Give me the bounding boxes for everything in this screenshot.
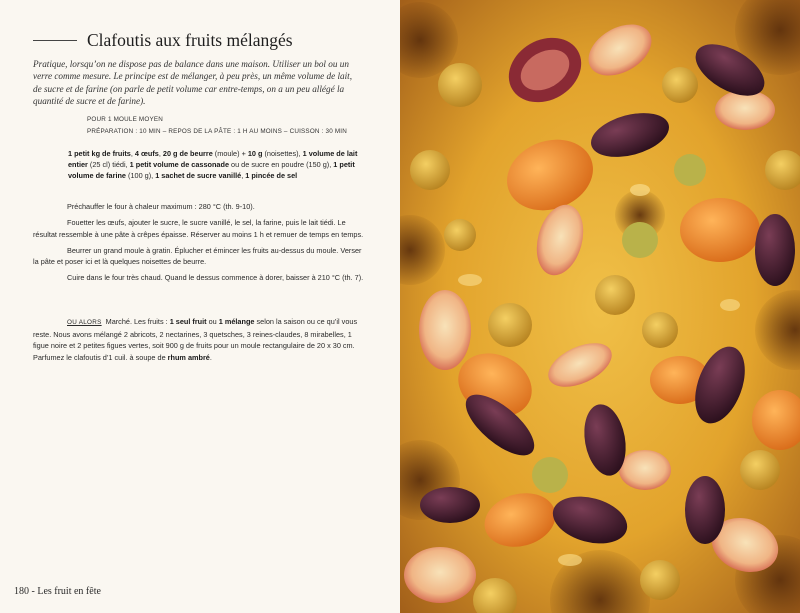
clafoutis-photo	[400, 0, 800, 613]
ingredient-sep: (25 cl) tiédi,	[87, 160, 130, 169]
ingredient-sep: ,	[130, 149, 135, 158]
page-folio: 180 - Les fruit en fête	[14, 586, 101, 597]
mirabelle	[740, 450, 780, 490]
plum-half	[420, 487, 480, 523]
ingredient: 4 œufs	[134, 149, 159, 158]
title-row	[33, 30, 293, 51]
ingredient-sep: (moule) +	[212, 149, 248, 158]
recipe-step: Préchauffer le four à chaleur maximum : 280 °C (th. 9-10).	[67, 202, 255, 211]
ingredient: 1 pincée de sel	[245, 171, 298, 180]
ingredient-sep: (noisettes),	[262, 149, 303, 158]
recipe-step: Cuire dans le four très chaud. Quand le dessus commence à dorer, baisser à 210 °C (th. 7).	[67, 273, 364, 283]
custard-highlight	[458, 274, 482, 286]
greengage	[532, 457, 568, 493]
plum-half	[755, 214, 795, 286]
recipe-meta	[87, 114, 347, 137]
ingredient: 20 g de beurre	[162, 149, 213, 158]
ingredients-list	[68, 148, 360, 181]
ingredient: 1 sachet de sucre vanillé	[155, 171, 242, 180]
mirabelle	[642, 312, 678, 348]
apricot-half	[680, 198, 760, 262]
greengage	[622, 222, 658, 258]
recipe-steps	[33, 201, 369, 288]
variant-bold: 1 seul fruit	[169, 317, 207, 326]
right-page	[400, 0, 800, 613]
ingredient: 1 petit kg de fruits	[68, 149, 131, 158]
ingredient-sep: ,	[241, 171, 246, 180]
variant-bold: 1 mélange	[218, 317, 255, 326]
mirabelle	[662, 67, 698, 103]
custard-highlight	[558, 554, 582, 566]
variant-text: ou	[206, 317, 219, 326]
ingredient: 1 petit volume de farine	[68, 160, 355, 180]
title-rule	[33, 40, 77, 41]
plum-half	[685, 476, 725, 544]
recipe-title: Clafoutis aux fruits mélangés	[87, 30, 293, 50]
variant-note	[33, 316, 369, 363]
recipe-intro: Pratique, lorsqu’on ne dispose pas de balance dans une maison. Utiliser un bol ou un verre comme mesure. Le principe est de mélanger, à peu près, un même volume de lait, de sucre et de farine (on parle de petit volume car entre-temps, on a un peu allégé la quantité de sucre et de farine).	[33, 59, 353, 106]
custard-highlight	[630, 184, 650, 196]
variant-text: .	[209, 352, 212, 362]
servings: POUR 1 MOULE MOYEN	[87, 116, 164, 123]
recipe-step: Beurrer un grand moule à gratin. Éplucher et émincer les fruits au-dessus du moule. Verser la pâte et poser ici et là quelques noisettes de beurre.	[33, 245, 362, 267]
ingredient-sep: ,	[158, 149, 163, 158]
mirabelle	[438, 63, 482, 107]
variant-bold: rhum ambré	[167, 352, 210, 362]
mirabelle	[640, 560, 680, 600]
variant-label: OU ALORS	[67, 319, 102, 326]
nectarine-slice	[419, 290, 471, 370]
variant-text: Marché. Les fruits :	[105, 317, 170, 326]
mirabelle	[444, 219, 476, 251]
recipe-step: Fouetter les œufs, ajouter le sucre, le sucre vanillé, le sel, la farine, puis le lait tiédi. Le résultat ressemble à une pâte à crêpes épaisse. Réserver au moins 1 h et remuer de temps en temps.	[33, 218, 364, 239]
mirabelle	[410, 150, 450, 190]
nectarine-slice	[715, 90, 775, 130]
variant-text: selon la saison ou ce qu’il vous reste. Nous avons mélangé 2 abricots, 2 nectarines, 3 quetsches, 3 reines-claudes, 8 mirabelles, 1 figue noire et 2 petites figues vertes, soit 900 g de fruits pour un moule rectangulaire de 20 x 30 cm. Parfumez le clafoutis d’1 cuil. à soupe de	[33, 317, 358, 362]
greengage	[674, 154, 706, 186]
mirabelle	[488, 303, 532, 347]
mirabelle	[595, 275, 635, 315]
nectarine-slice	[619, 450, 671, 490]
nectarine-slice	[404, 547, 476, 603]
ingredient-sep: ou de sucre en poudre (150 g),	[229, 160, 334, 169]
ingredient: 10 g	[247, 149, 263, 158]
ingredient: 1 petit volume de cassonade	[129, 160, 230, 169]
ingredient-sep: (100 g),	[126, 171, 156, 180]
ingredient: 1 volume de lait entier	[68, 149, 358, 169]
custard-highlight	[720, 299, 740, 311]
timings: PRÉPARATION : 10 MIN – REPOS DE LA PÂTE : 1 H AU MOINS – CUISSON : 30 MIN	[87, 127, 348, 135]
